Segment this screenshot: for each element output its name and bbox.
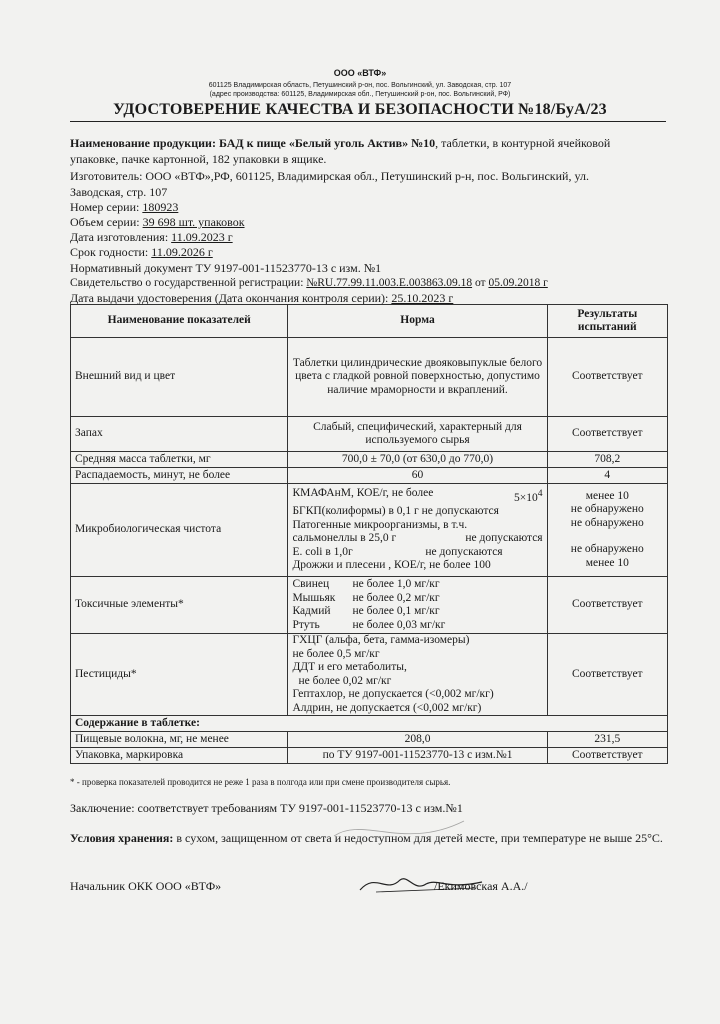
- row-norm: 60: [288, 468, 547, 484]
- toxic-value: не более 0,2 мг/кг: [352, 591, 440, 604]
- pest-line: не более 0,02 мг/кг: [298, 674, 392, 687]
- table-row: [71, 468, 668, 484]
- issue-label: Дата выдачи удостоверения (Дата окончания контроля серии):: [70, 291, 389, 305]
- storage-label: Условия хранения:: [70, 831, 174, 845]
- conclusion: [70, 801, 463, 816]
- product-name: «Белый уголь Актив» №10: [288, 136, 436, 150]
- toxic-value: не более 0,03 мг/кг: [352, 618, 446, 631]
- toxic-value: не более 1,0 мг/кг: [352, 578, 440, 590]
- registration-label: Свидетельство о государственной регистрации:: [70, 277, 304, 289]
- salmonella-label: сальмонеллы в 25,0 г: [292, 532, 397, 545]
- storage-conditions: [70, 830, 666, 846]
- batch-line: [70, 199, 178, 215]
- address-line-1: 601125 Владимирская область, Петушинский р-он, пос. Вольгинский, ул. Заводская, стр. 107: [208, 82, 512, 89]
- row-result: Соответствует: [547, 338, 667, 417]
- row-norm: 700,0 ± 70,0 (от 630,0 до 770,0): [288, 452, 547, 468]
- toxic-element: Ртуть: [292, 618, 320, 631]
- row-name: Запах: [71, 417, 288, 452]
- kmafanm-exp: 4: [537, 488, 543, 500]
- issue-value: 25.10.2023 г: [391, 291, 454, 305]
- row-name: Внешний вид и цвет: [71, 338, 288, 417]
- ecoli-value: не допускаются: [425, 545, 503, 558]
- footnote: * - проверка показателей проводится не реже 1 раза в полгода или при смене производителя сырья.: [70, 777, 451, 787]
- made-value: 11.09.2023 г: [171, 230, 233, 244]
- product-text2: , таблетки, в контурной ячейковой упаковке, пачке картонной, 182 упаковки в ящике.: [70, 136, 611, 166]
- row-norm: Таблетки цилиндрические двояковыпуклые белого цвета с гладкой ровной поверхностью, допустимо наличие мраморности и вкраплений.: [288, 338, 547, 417]
- toxic-line: [292, 592, 542, 606]
- row-norm: по ТУ 9197-001-11523770-13 с изм.№1: [288, 748, 547, 764]
- row-norm: 208,0: [288, 732, 547, 748]
- signatory-name: /Екимовская А.А./: [434, 879, 528, 893]
- document-title: УДОСТОВЕРЕНИЕ КАЧЕСТВА И БЕЗОПАСНОСТИ №18/БуА/23: [113, 101, 607, 118]
- row-result: 708,2: [547, 452, 667, 468]
- row-result: 231,5: [547, 732, 667, 748]
- salmonella-value: не допускаются: [465, 532, 543, 545]
- micro-yeast: Дрожжи и плесени , КОЕ/г, не более 100: [292, 559, 491, 572]
- signatory-position: Начальник ОКК ООО «ВТФ»: [70, 879, 222, 893]
- header-norm: Норма: [288, 305, 547, 338]
- toxic-element: Кадмий: [292, 605, 331, 617]
- batch-label: Номер серии:: [70, 200, 140, 214]
- volume-line: [70, 214, 245, 230]
- ecoli-label: E. coli в 1,0г: [292, 545, 353, 558]
- micro-pathogen: Патогенные микроорганизмы, в т.ч.: [292, 518, 468, 531]
- volume-value: 39 698 шт. упаковок: [142, 215, 245, 229]
- row-norm: Слабый, специфический, характерный для используемого сырья: [288, 417, 547, 452]
- title-divider: [70, 121, 666, 122]
- pest-line: ГХЦГ (альфа, бета, гамма-изомеры): [292, 634, 470, 646]
- pest-line: Гептахлор, не допускается (<0,002 мг/кг): [292, 688, 494, 700]
- micro-result-5: менее 10: [585, 556, 629, 569]
- row-norm: [288, 577, 547, 634]
- normdoc-line: Нормативный документ ТУ 9197-001-11523770-13 с изм. №1: [70, 261, 382, 275]
- table-row: [71, 417, 668, 452]
- product-line: [70, 135, 660, 167]
- pest-line: не более 0,5 мг/кг: [292, 647, 380, 660]
- registration-line: [70, 275, 548, 291]
- company-name: ООО «ВТФ»: [333, 68, 387, 78]
- row-name: Средняя масса таблетки, мг: [71, 452, 288, 468]
- address-line-2: (адрес производства: 601125, Владимирская обл., Петушинский р-он, пос. Вольгинский, РФ): [209, 91, 511, 98]
- made-line: [70, 229, 233, 245]
- toxic-value: не более 0,1 мг/кг: [352, 605, 440, 617]
- table-row: [71, 634, 668, 716]
- table-header-row: [71, 305, 668, 338]
- manufacturer-line-2: Заводская, стр. 107: [70, 185, 168, 199]
- conclusion-label: Заключение:: [70, 801, 135, 815]
- volume-label: Объем серии:: [70, 215, 140, 229]
- toxic-element: Мышьяк: [292, 591, 336, 604]
- table-row: [71, 577, 668, 634]
- toxic-line: [292, 619, 542, 633]
- content-header: Содержание в таблетке:: [71, 716, 668, 732]
- table-section-row: [71, 716, 668, 732]
- conclusion-text: соответствует требованиям ТУ 9197-001-11523770-13 с изм.№1: [137, 801, 463, 815]
- manufacturer-line-1: Изготовитель: ООО «ВТФ»,РФ, 601125, Владимирская обл., Петушинский р-н, пос. Вольгинский, ул.: [70, 169, 589, 183]
- pest-line: ДДТ и его метаболиты,: [292, 661, 407, 673]
- row-name: Микробиологическая чистота: [71, 484, 288, 577]
- row-result: Соответствует: [547, 417, 667, 452]
- row-result: Соответствует: [547, 748, 667, 764]
- registration-value: №RU.77.99.11.003.E.003863.09.18: [306, 277, 473, 289]
- row-name: Упаковка, маркировка: [71, 748, 288, 764]
- micro-result-2: не обнаружено: [570, 503, 644, 516]
- row-norm: [288, 634, 547, 716]
- made-label: Дата изготовления:: [70, 230, 169, 244]
- batch-value: 180923: [142, 200, 179, 214]
- header-result: Результаты испытаний: [547, 305, 667, 338]
- row-result: [547, 484, 667, 577]
- toxic-element: Свинец: [292, 578, 330, 590]
- kmafanm-label: КМАФАнМ, КОЕ/г, не более: [292, 487, 434, 500]
- row-name: Токсичные элементы*: [71, 577, 288, 634]
- header-indicator: Наименование показателей: [71, 305, 288, 338]
- row-result: 4: [547, 468, 667, 484]
- micro-result-spacer: [552, 530, 663, 543]
- kmafanm-value: 5×10: [514, 491, 538, 504]
- micro-ecoli: [292, 546, 542, 560]
- toxic-line: [292, 605, 542, 619]
- row-result: Соответствует: [547, 577, 667, 634]
- expiry-label: Срок годности:: [70, 245, 149, 259]
- pest-line: Алдрин, не допускается (<0,002 мг/кг): [292, 701, 482, 714]
- table-row: [71, 748, 668, 764]
- row-name: Пищевые волокна, мг, не менее: [71, 732, 288, 748]
- expiry-value: 11.09.2026 г: [151, 245, 213, 259]
- row-result: Соответствует: [547, 634, 667, 716]
- quality-table: [70, 304, 668, 764]
- micro-bgkp: БГКП(колиформы) в 0,1 г не допускаются: [292, 505, 499, 518]
- micro-result-1: менее 10: [585, 489, 629, 502]
- storage-text: в сухом, защищенном от света и недоступном для детей месте, при температуре не выше 25°С.: [176, 831, 663, 845]
- row-name: Распадаемость, минут, не более: [71, 468, 288, 484]
- company-address: [0, 81, 720, 99]
- micro-result-3: не обнаружено: [570, 516, 644, 529]
- product-label: Наименование продукции:: [70, 136, 216, 150]
- micro-result-4: не обнаружено: [570, 543, 644, 556]
- micro-kmafanm: [292, 487, 542, 505]
- row-norm: [288, 484, 547, 577]
- registration-date: 05.09.2018 г: [488, 277, 548, 289]
- kmafanm-value-wrap: [514, 487, 543, 505]
- table-row: [71, 732, 668, 748]
- product-text1: БАД к пище: [218, 136, 286, 150]
- registration-text: от: [474, 277, 486, 289]
- toxic-line: [292, 578, 542, 592]
- table-row: [71, 484, 668, 577]
- row-name: Пестициды*: [71, 634, 288, 716]
- micro-salmonella: [292, 532, 542, 546]
- table-row: [71, 338, 668, 417]
- table-row: [71, 452, 668, 468]
- expiry-line: [70, 244, 213, 260]
